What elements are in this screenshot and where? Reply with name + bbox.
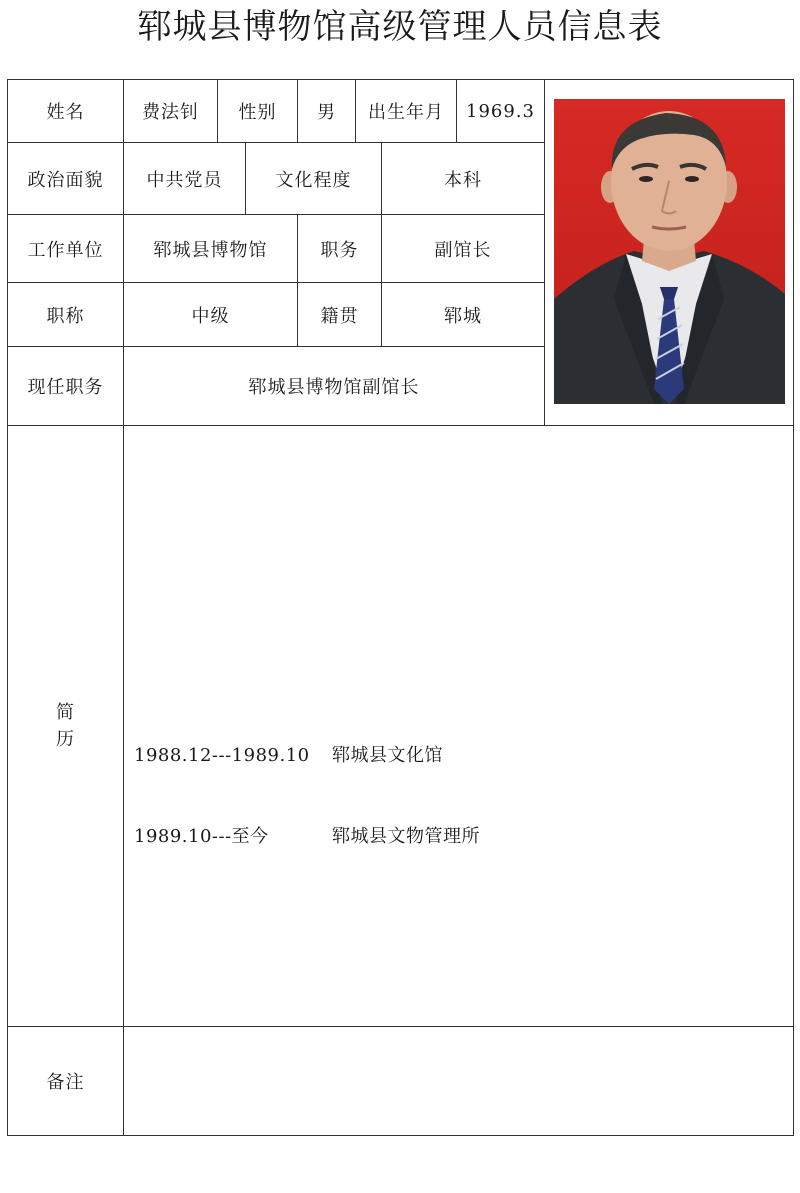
workplace-label: 工作单位 [27,239,104,261]
gender-value: 男 [317,102,336,123]
education-value: 本科 [444,169,482,191]
education-label: 文化程度 [275,169,352,191]
birth-value: 1969.3 [466,100,535,122]
origin-label: 籍贯 [320,305,359,327]
page-title: 郓城县博物馆高级管理人员信息表 [137,7,663,47]
gender-label: 性别 [238,102,277,123]
resume-entry [134,742,480,769]
resume-entry [134,823,480,850]
remarks-value [124,1027,793,1135]
name-label: 姓名 [46,102,85,123]
remarks-label: 备注 [46,1072,85,1093]
title-label: 职称 [46,305,85,327]
resume-label [8,426,123,1026]
current-value: 郓城县博物馆副馆长 [248,377,420,398]
resume-unit: 郓城县文化馆 [332,745,443,766]
portrait-figure [554,99,785,404]
political-label: 政治面貌 [27,169,104,191]
resume-period: 1989.10---至今 [134,826,269,847]
origin-value: 郓城 [444,305,482,327]
resume-unit: 郓城县文物管理所 [332,826,480,847]
resume-label-char-1: 简 [56,702,75,723]
name-value: 费法钊 [142,102,199,123]
position-value: 副馆长 [434,239,492,261]
current-label: 现任职务 [27,377,104,398]
birth-label: 出生年月 [368,102,444,123]
resume-period: 1988.12---1989.10 [134,745,310,766]
position-label: 职务 [320,239,359,261]
political-value: 中共党员 [146,169,223,191]
portrait-photo [554,99,785,404]
title-value: 中级 [191,305,230,327]
resume-content [134,688,480,877]
resume-label-char-2: 历 [56,729,75,750]
workplace-value: 郓城县博物馆 [153,239,268,261]
